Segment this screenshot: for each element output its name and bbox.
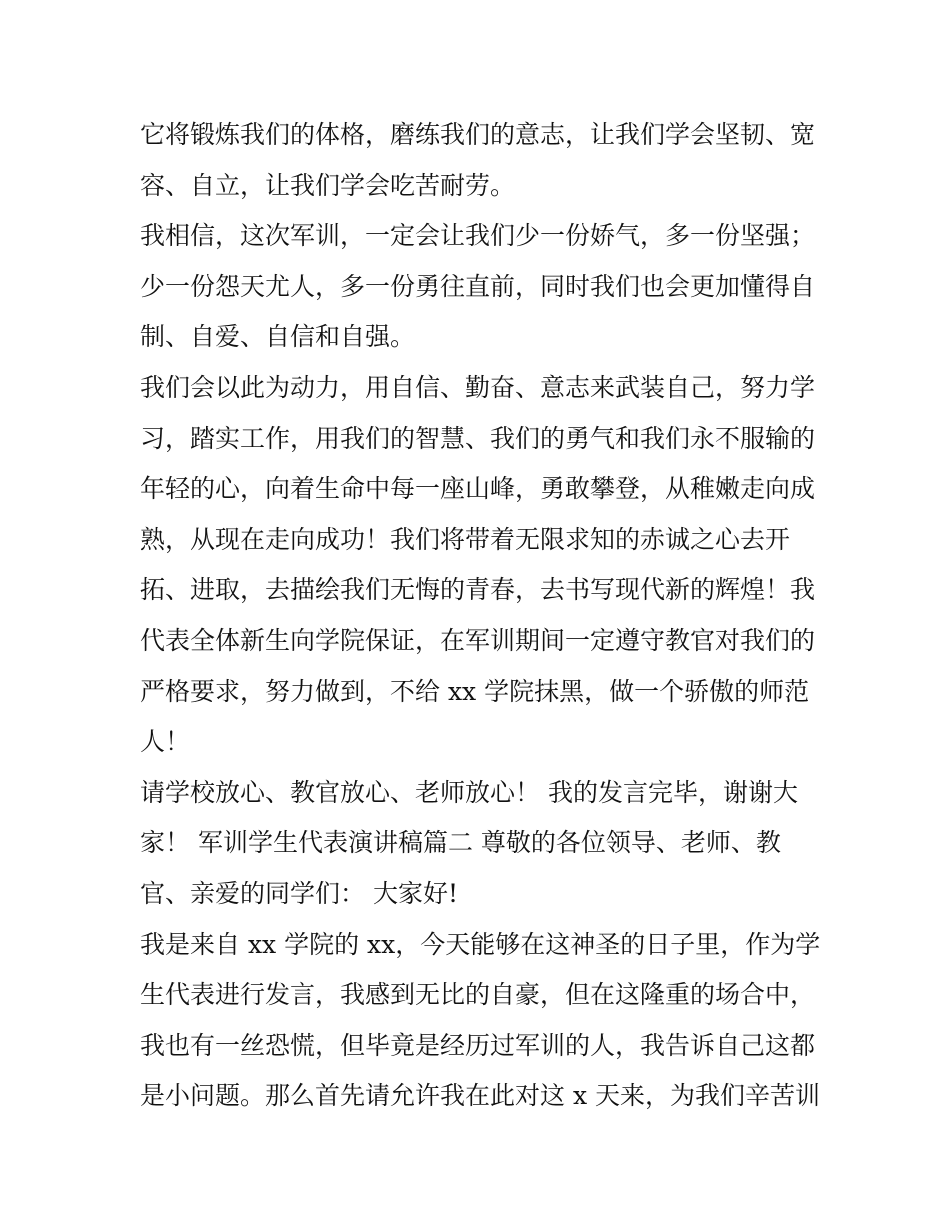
text-line-7: 习，踏实工作，用我们的智慧、我们的勇气和我们永不服输的 (140, 423, 816, 453)
text-line-18: 生代表进行发言，我感到无比的自豪，但在这隆重的场合中， (140, 980, 816, 1010)
text-line-15: 家！ 军训学生代表演讲稿篇二 尊敬的各位领导、老师、教 (140, 828, 781, 858)
text-line-1: 它将锻炼我们的体格，磨练我们的意志，让我们学会坚韧、宽 (140, 120, 816, 149)
text-line-5: 制、自爱、自信和自强。 (140, 322, 416, 352)
document-body (140, 110, 820, 1122)
text-line-14: 请学校放心、教官放心、老师放心！ 我的发言完毕，谢谢大 (140, 777, 798, 807)
text-line-9: 熟，从现在走向成功！我们将带着无限求知的赤诚之心去开 (140, 524, 791, 554)
text-line-16: 官、亲爱的同学们： 大家好! (140, 878, 458, 908)
text-line-17: 我是来自 xx 学院的 xx，今天能够在这神圣的日子里，作为学 (140, 929, 821, 959)
text-line-11: 代表全体新生向学院保证，在军训期间一定遵守教官对我们的 (140, 625, 816, 655)
text-line-6: 我们会以此为动力，用自信、勤奋、意志来武装自己，努力学 (140, 372, 816, 402)
text-line-19: 我也有一丝恐慌，但毕竟是经历过军训的人，我告诉自己这都 (140, 1030, 816, 1060)
text-line-8: 年轻的心，向着生命中每一座山峰，勇敢攀登，从稚嫩走向成 (140, 474, 816, 504)
text-line-20: 是小问题。那么首先请允许我在此对这 x 天来，为我们辛苦训 (140, 1081, 820, 1111)
text-line-12: 严格要求，努力做到，不给 xx 学院抹黑，做一个骄傲的师范 (140, 676, 810, 706)
text-line-3: 我相信，这次军训，一定会让我们少一份娇气，多一份坚强； (140, 221, 816, 251)
text-line-4: 少一份怨天尤人，多一份勇往直前，同时我们也会更加懂得自 (140, 271, 816, 301)
text-line-10: 拓、进取，去描绘我们无悔的青春，去书写现代新的辉煌！我 (140, 575, 816, 605)
text-line-2: 容、自立，让我们学会吃苦耐劳。 (140, 170, 516, 200)
text-line-13: 人！ (140, 727, 191, 757)
